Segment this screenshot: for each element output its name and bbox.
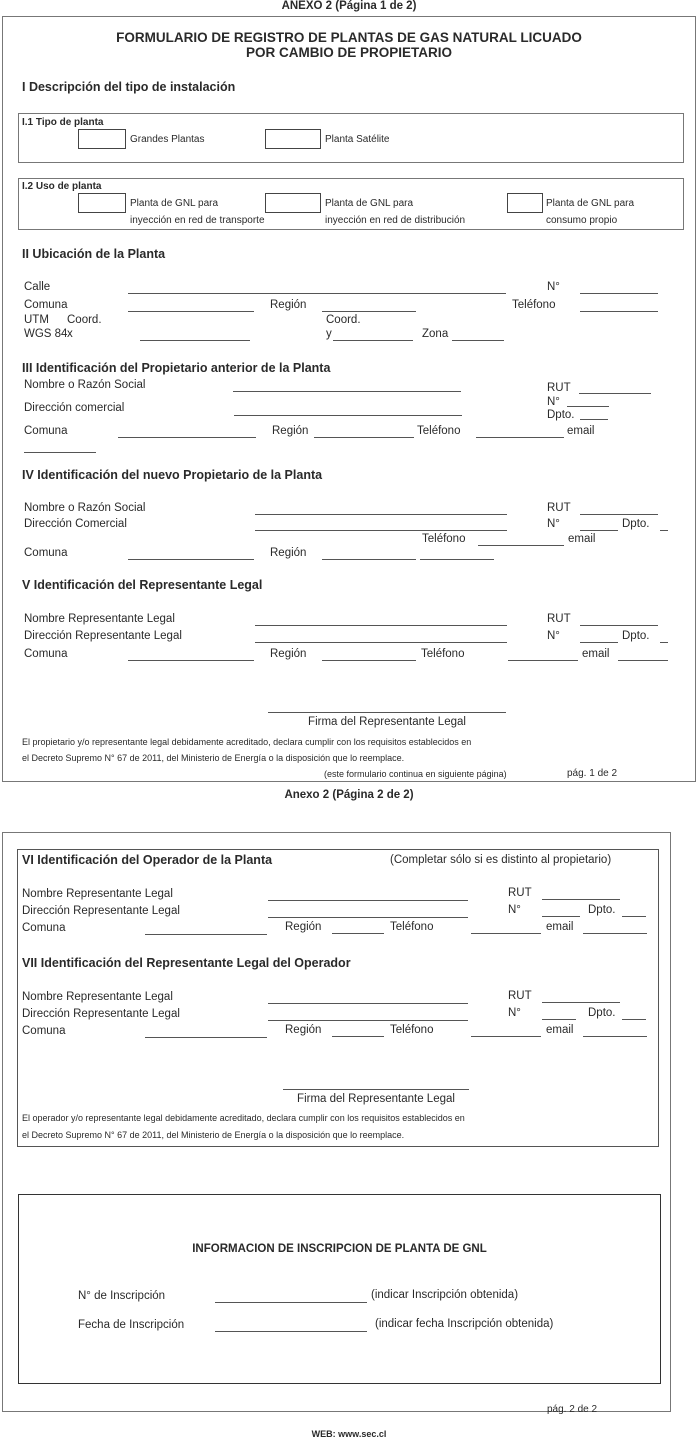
s7-rut-field[interactable] — [542, 1002, 620, 1003]
s7-numero-label: N° — [508, 1007, 521, 1019]
s5-region-field[interactable] — [322, 660, 416, 661]
inscription-date-field[interactable] — [215, 1331, 367, 1332]
signature-field-page2[interactable] — [283, 1089, 469, 1090]
annex-title-page2: Anexo 2 (Página 2 de 2) — [284, 789, 414, 801]
s5-region-label: Región — [270, 648, 307, 660]
inscription-number-hint: (indicar Inscripción obtenida) — [371, 1289, 519, 1301]
declaration-line1-page2: El operador y/o representante legal debidamente acreditado, declara cumplir con los requisitos establecidos en — [22, 1113, 465, 1123]
zona-field[interactable] — [452, 340, 504, 341]
calle-field[interactable] — [128, 293, 506, 294]
s4-numero-label: N° — [547, 518, 560, 530]
s6-dpto-label: Dpto. — [588, 904, 616, 916]
s5-nombre-label: Nombre Representante Legal — [24, 613, 175, 625]
s6-region-field[interactable] — [332, 933, 384, 934]
uso-planta-title: I.2 Uso de planta — [22, 181, 102, 192]
comuna-field[interactable] — [128, 311, 254, 312]
numero-field[interactable] — [580, 293, 658, 294]
s3-numero-label: N° — [547, 396, 560, 408]
section6-title: VI Identificación del Operador de la Planta — [22, 853, 273, 867]
signature-field-page1[interactable] — [268, 712, 506, 713]
coord-y-label: Coord. — [326, 314, 361, 326]
s7-region-label: Región — [285, 1024, 322, 1036]
s3-nombre-label: Nombre o Razón Social — [24, 379, 146, 391]
section7-title: VII Identificación del Representante Legal del Operador — [22, 956, 351, 970]
inscription-date-hint: (indicar fecha Inscripción obtenida) — [375, 1318, 554, 1330]
s3-telefono-field[interactable] — [476, 437, 564, 438]
s6-nombre-field[interactable] — [268, 900, 468, 901]
page-number-1: pág. 1 de 2 — [567, 768, 618, 779]
y-label: y — [326, 328, 332, 340]
inscription-box — [18, 1194, 661, 1384]
numero-label: N° — [547, 281, 560, 293]
s4-comuna-label: Comuna — [24, 547, 68, 559]
section3-title: III Identificación del Propietario anterior de la Planta — [22, 361, 331, 375]
signature-label-page2: Firma del Representante Legal — [297, 1093, 455, 1105]
coord-x-label: Coord. — [67, 314, 102, 326]
uso-distribucion-label-2: inyección en red de distribución — [325, 215, 466, 226]
s6-telefono-label: Teléfono — [390, 921, 434, 933]
s6-region-label: Región — [285, 921, 322, 933]
s4-email-label: email — [568, 533, 596, 545]
s4-comuna-field[interactable] — [128, 559, 254, 560]
s3-telefono-label: Teléfono — [417, 425, 461, 437]
s4-telefono-label: Teléfono — [422, 533, 466, 545]
s3-direccion-field[interactable] — [234, 415, 462, 416]
s7-dpto-field[interactable] — [622, 1019, 646, 1020]
s7-nombre-label: Nombre Representante Legal — [22, 991, 173, 1003]
grandes-plantas-checkbox[interactable] — [78, 129, 126, 149]
wgs-label: WGS 84 — [24, 328, 68, 340]
s5-direccion-field[interactable] — [255, 642, 507, 643]
planta-satelite-label: Planta Satélite — [325, 134, 390, 145]
s6-direccion-label: Dirección Representante Legal — [22, 905, 180, 917]
s6-email-label: email — [546, 921, 574, 933]
utm-label: UTM — [24, 314, 49, 326]
inscription-date-label: Fecha de Inscripción — [78, 1319, 185, 1331]
s4-region-field[interactable] — [322, 559, 416, 560]
inscription-number-field[interactable] — [215, 1302, 367, 1303]
s3-rut-label: RUT — [547, 382, 571, 394]
s7-direccion-field[interactable] — [268, 1020, 468, 1021]
s3-dpto-label: Dpto. — [547, 409, 575, 421]
page-number-2: pág. 2 de 2 — [547, 1404, 598, 1415]
s3-email-field[interactable] — [24, 452, 96, 453]
s5-numero-label: N° — [547, 630, 560, 642]
grandes-plantas-label: Grandes Plantas — [130, 134, 205, 145]
s7-nombre-field[interactable] — [268, 1003, 468, 1004]
section5-title: V Identificación del Representante Legal — [22, 578, 263, 592]
s4-direccion-field[interactable] — [255, 530, 507, 531]
s3-comuna-label: Comuna — [24, 425, 68, 437]
s7-comuna-label: Comuna — [22, 1025, 66, 1037]
uso-transporte-label-2: inyección en red de transporte — [130, 215, 265, 226]
uso-transporte-label-1: Planta de GNL para — [130, 198, 219, 209]
s7-dpto-label: Dpto. — [588, 1007, 616, 1019]
s5-telefono-field[interactable] — [508, 660, 578, 661]
s5-email-field[interactable] — [618, 660, 668, 661]
s7-direccion-label: Dirección Representante Legal — [22, 1008, 180, 1020]
s5-telefono-label: Teléfono — [421, 648, 465, 660]
planta-satelite-checkbox[interactable] — [265, 129, 321, 149]
section2-title: II Ubicación de la Planta — [22, 247, 166, 261]
s5-comuna-label: Comuna — [24, 648, 68, 660]
s4-email-field[interactable] — [420, 559, 494, 560]
s6-direccion-field[interactable] — [268, 917, 468, 918]
region-field[interactable] — [322, 311, 416, 312]
footer-web: WEB: www.sec.cl — [311, 1429, 387, 1439]
zona-label: Zona — [422, 328, 449, 340]
uso-distribucion-checkbox[interactable] — [265, 193, 321, 213]
s6-email-field[interactable] — [583, 933, 647, 934]
s5-email-label: email — [582, 648, 610, 660]
s5-rut-label: RUT — [547, 613, 571, 625]
s3-numero-field[interactable] — [567, 406, 609, 407]
declaration-line2-page2: el Decreto Supremo N° 67 de 2011, del Ministerio de Energía o la disposición que lo reemplace. — [22, 1130, 405, 1140]
s3-nombre-field[interactable] — [233, 391, 461, 392]
uso-distribucion-label-1: Planta de GNL para — [325, 198, 414, 209]
s3-direccion-label: Dirección comercial — [24, 402, 125, 414]
section4-title: IV Identificación del nuevo Propietario de la Planta — [22, 468, 323, 482]
s6-nombre-label: Nombre Representante Legal — [22, 888, 173, 900]
form-title-line2: POR CAMBIO DE PROPIETARIO — [245, 45, 452, 60]
s3-dpto-field[interactable] — [580, 419, 608, 420]
s4-direccion-label: Dirección Comercial — [24, 518, 127, 530]
s6-telefono-field[interactable] — [471, 933, 541, 934]
form-title-line1: FORMULARIO DE REGISTRO DE PLANTAS DE GAS NATURAL LICUADO — [116, 30, 582, 45]
s5-rut-field[interactable] — [580, 625, 658, 626]
s3-region-field[interactable] — [314, 437, 414, 438]
comuna-label: Comuna — [24, 299, 68, 311]
s7-email-field[interactable] — [583, 1036, 647, 1037]
s6-numero-label: N° — [508, 904, 521, 916]
s5-nombre-field[interactable] — [255, 625, 507, 626]
coord-x-field[interactable] — [140, 340, 250, 341]
s3-comuna-field[interactable] — [118, 437, 256, 438]
annex-title-page1: ANEXO 2 (Página 1 de 2) — [281, 0, 417, 12]
x-label: x — [67, 328, 73, 340]
s4-nombre-label: Nombre o Razón Social — [24, 502, 146, 514]
calle-label: Calle — [24, 281, 51, 293]
s3-email-label: email — [567, 425, 595, 437]
s4-rut-field[interactable] — [580, 514, 658, 515]
s4-rut-label: RUT — [547, 502, 571, 514]
s5-dpto-field[interactable] — [660, 642, 668, 643]
uso-consumo-label-1: Planta de GNL para — [546, 198, 635, 209]
s4-telefono-field[interactable] — [478, 545, 564, 546]
s4-nombre-field[interactable] — [255, 514, 507, 515]
s6-dpto-field[interactable] — [622, 916, 646, 917]
s5-dpto-label: Dpto. — [622, 630, 650, 642]
s3-region-label: Región — [272, 425, 309, 437]
s5-numero-field[interactable] — [580, 642, 618, 643]
s4-region-label: Región — [270, 547, 307, 559]
s7-region-field[interactable] — [332, 1036, 384, 1037]
s4-dpto-label: Dpto. — [622, 518, 650, 530]
s6-comuna-field[interactable] — [145, 934, 267, 935]
tipo-planta-title: I.1 Tipo de planta — [22, 117, 104, 128]
uso-consumo-checkbox[interactable] — [507, 193, 543, 213]
s4-dpto-field[interactable] — [660, 530, 668, 531]
s7-comuna-field[interactable] — [145, 1037, 267, 1038]
s6-comuna-label: Comuna — [22, 922, 66, 934]
section6-note: (Completar sólo si es distinto al propietario) — [390, 854, 612, 866]
s3-rut-field[interactable] — [579, 393, 651, 394]
uso-transporte-checkbox[interactable] — [78, 193, 126, 213]
inscription-title: INFORMACION DE INSCRIPCION DE PLANTA DE GNL — [192, 1243, 487, 1255]
s6-rut-field[interactable] — [542, 899, 620, 900]
s7-email-label: email — [546, 1024, 574, 1036]
s5-direccion-label: Dirección Representante Legal — [24, 630, 182, 642]
telefono-label: Teléfono — [512, 299, 556, 311]
signature-label-page1: Firma del Representante Legal — [308, 716, 466, 728]
s7-rut-label: RUT — [508, 990, 532, 1002]
s6-numero-field[interactable] — [542, 916, 580, 917]
s6-rut-label: RUT — [508, 887, 532, 899]
uso-consumo-label-2: consumo propio — [546, 215, 618, 226]
s4-numero-field[interactable] — [580, 530, 618, 531]
s7-telefono-field[interactable] — [471, 1036, 541, 1037]
s7-telefono-label: Teléfono — [390, 1024, 434, 1036]
telefono-field[interactable] — [580, 311, 658, 312]
inscription-number-label: N° de Inscripción — [78, 1290, 166, 1302]
coord-y-field[interactable] — [333, 340, 413, 341]
region-label: Región — [270, 299, 307, 311]
declaration-line2-page1: el Decreto Supremo N° 67 de 2011, del Ministerio de Energía o la disposición que lo reemplace. — [22, 753, 405, 763]
section1-title: I Descripción del tipo de instalación — [22, 80, 236, 94]
s5-comuna-field[interactable] — [128, 660, 254, 661]
continues-note: (este formulario continua en siguiente página) — [324, 769, 507, 779]
declaration-line1-page1: El propietario y/o representante legal debidamente acreditado, declara cumplir con los requisitos establecidos en — [22, 737, 472, 747]
s7-numero-field[interactable] — [542, 1019, 576, 1020]
